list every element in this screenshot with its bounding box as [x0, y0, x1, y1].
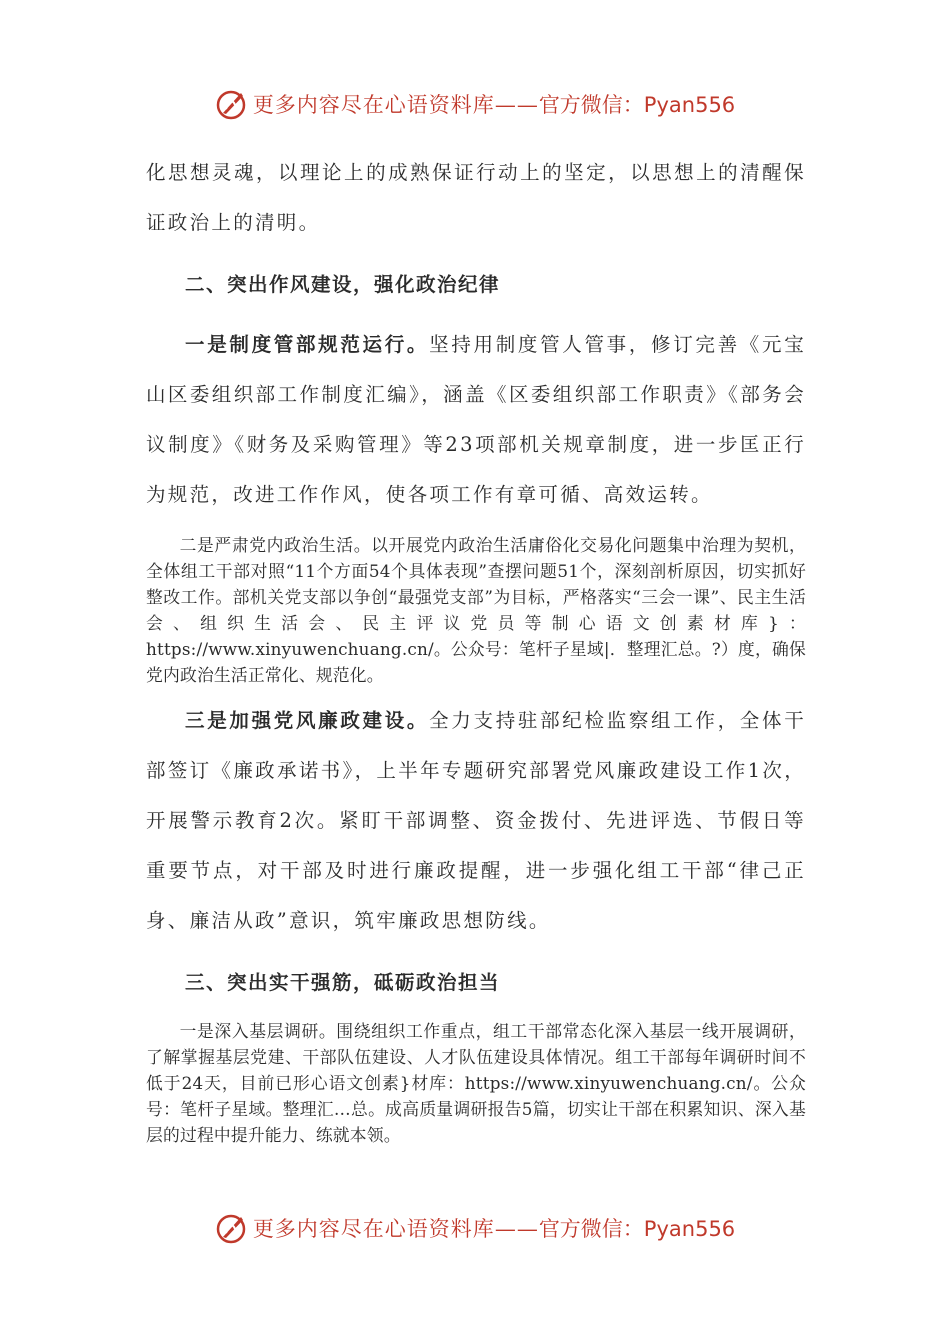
- footer-banner: [0, 1208, 950, 1248]
- paragraph-rules: [146, 320, 806, 520]
- quill-logo-icon: [215, 1211, 249, 1245]
- paragraph-rules-text: 坚持用制度管人管事，修订完善《元宝山区委组织部工作制度汇编》，涵盖《区委组织部工作职责》《部务会议制度》《财务及采购管理》等23项部机关规章制度，进一步匡正行为规范，改进工作作风，使各项工作有章可循、高效运转。: [146, 333, 806, 506]
- banner-brand: 更多内容尽在心语资料库: [252, 93, 495, 117]
- banner-text: [253, 89, 735, 119]
- section-heading-3: 三、突出实干强筋，砥砺政治担当: [185, 971, 501, 994]
- paragraph-integrity-text: 全力支持驻部纪检监察组工作，全体干部签订《廉政承诺书》，上半年专题研究部署党风廉政建设工作1次，开展警示教育2次。紧盯干部调整、资金拨付、先进评选、节假日等重要节点，对干部及时进行廉政提醒，进一步强化组工干部“律己正身、廉洁从政”意识，筑牢廉政思想防线。: [146, 709, 806, 932]
- banner-dash: ——: [494, 1217, 539, 1241]
- banner-wechat: 官方微信：Pyan556: [538, 1217, 736, 1241]
- quill-logo-icon: [215, 87, 249, 121]
- header-banner: [0, 84, 950, 124]
- paragraph-integrity-lead: 三是加强党风廉政建设。: [185, 709, 430, 732]
- document-body: [146, 148, 806, 1148]
- banner-dash: ——: [494, 93, 539, 117]
- paragraph-rules-lead: 一是制度管部规范运行。: [185, 333, 430, 356]
- paragraph-political-life: 二是严肃党内政治生活。以开展党内政治生活庸俗化交易化问题集中治理为契机，全体组工干部对照“11个方面54个具体表现”查摆问题51个，深刻剖析原因，切实抓好整改工作。部机关党支部以争创“最强党支部”为目标，严格落实“三会一课”、民主生活会、组织生活会、民主评议党员等制心语文创素材库}：https://www.xinyuwenchuang.cn/。公众号：笔杆子星域|．整理汇总。?）度，确保党内政治生活正常化、规范化。: [146, 535, 806, 685]
- banner-brand: 更多内容尽在心语资料库: [252, 1217, 495, 1241]
- banner-wechat: 官方微信：Pyan556: [538, 93, 736, 117]
- paragraph-integrity: [146, 696, 806, 946]
- paragraph-continuation: 化思想灵魂，以理论上的成熟保证行动上的坚定，以思想上的清醒保证政治上的清明。: [146, 161, 806, 234]
- paragraph-research: 一是深入基层调研。围绕组织工作重点，组工干部常态化深入基层一线开展调研，了解掌握基层党建、干部队伍建设、人才队伍建设具体情况。组工干部每年调研时间不低于24天，目前已形心语文创素}材库：https://www.xinyuwenchuang.cn/。公众号：笔杆子星域。整理汇…总。成高质量调研报告5篇，切实让干部在积累知识、深入基层的过程中提升能力、练就本领。: [146, 1021, 806, 1145]
- banner-text: [253, 1213, 735, 1243]
- section-heading-2: 二、突出作风建设，强化政治纪律: [185, 273, 501, 296]
